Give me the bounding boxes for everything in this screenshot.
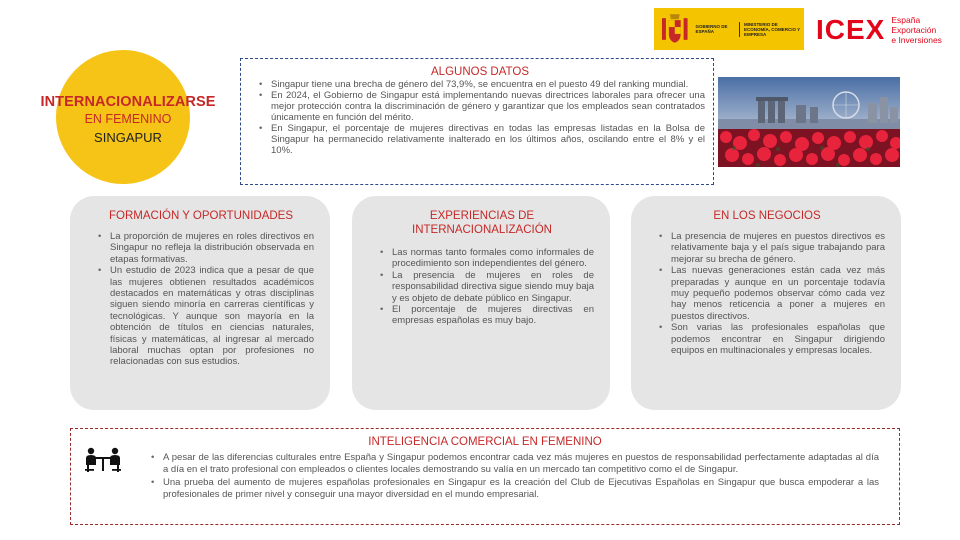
icex-tagline-3: e Inversiones bbox=[891, 35, 942, 45]
list-item: • Las nuevas generaciones están cada vez más preparadas y aunque en un porcentaje todavía muy pequeño podemos observar cómo cada vez hay menos reticencia a poner a mujeres en puestos directivos. bbox=[671, 265, 885, 322]
experiencias-title-line2: INTERNACIONALIZACIÓN bbox=[412, 224, 552, 236]
formacion-card bbox=[70, 196, 330, 410]
algunos-datos-list bbox=[255, 79, 705, 156]
formacion-title: FORMACIÓN Y OPORTUNIDADES bbox=[108, 210, 294, 222]
list-item: • Las normas tanto formales como informales de procedimiento son independientes del género. bbox=[392, 247, 594, 270]
gobierno-logo bbox=[654, 8, 804, 50]
inteligencia-title: INTELIGENCIA COMERCIAL EN FEMENINO bbox=[368, 436, 602, 448]
negocios-title: EN LOS NEGOCIOS bbox=[713, 210, 821, 222]
header-logos bbox=[654, 8, 954, 52]
list-item: • El porcentaje de mujeres directivas en empresas españolas es muy bajo. bbox=[392, 304, 594, 327]
experiencias-title-line1: EXPERIENCIAS DE bbox=[429, 210, 535, 222]
negocios-card bbox=[631, 196, 901, 410]
meeting-people-icon bbox=[83, 445, 123, 473]
page-title bbox=[28, 94, 228, 145]
title-sub: EN FEMENINO bbox=[84, 112, 172, 126]
list-item: • Singapur tiene una brecha de género del 73,9%, se encuentra en el puesto 49 del ranking mundial. bbox=[271, 79, 705, 90]
algunos-datos-title: ALGUNOS DATOS bbox=[431, 66, 529, 78]
icex-tagline bbox=[891, 15, 942, 45]
list-item: • En Singapur, el porcentaje de mujeres directivas en todas las empresas listadas en la Bolsa de Singapur ha permanecido relativamente inalterado en los últimos años, oscilando entre el 8% y el 10%. bbox=[271, 123, 705, 156]
formacion-list bbox=[88, 231, 314, 368]
inteligencia-list bbox=[83, 452, 887, 500]
list-item: • En 2024, el Gobierno de Singapur está implementando nuevas directrices laborales para ofrecer una mejor protección contra la discriminación de género y garantizar que los empleados sean contratados únicamente en función del mérito. bbox=[271, 90, 705, 123]
gobierno-text: GOBIERNO DE ESPAÑA bbox=[695, 24, 728, 34]
negocios-list bbox=[649, 231, 885, 356]
list-item: • Un estudio de 2023 indica que a pesar de que las mujeres obtienen resultados académicos destacados en matemáticas y otras disciplinas siguen siendo minoría en carreras científicas y tecnológicas. Y aunque son mayoría en la obtención de títulos en ciencias naturales, físicas y matemáticas, al ingresar al mercado laboral muchas optan por profesiones no relacionadas con sus estudios. bbox=[110, 265, 314, 368]
icex-logo bbox=[816, 12, 942, 48]
experiencias-card bbox=[352, 196, 610, 410]
experiencias-list bbox=[370, 247, 594, 327]
list-item: • A pesar de las diferencias culturales entre España y Singapur podemos encontrar cada vez más mujeres en puestos de responsabilidad perfectamente adaptadas al día a día en el trato profesional con empleados o clientes locales demostrando su valía en un mercado tan competitivo como el de Singapur. bbox=[163, 452, 879, 475]
icex-tagline-1: España bbox=[891, 15, 921, 25]
experiencias-title bbox=[370, 209, 594, 237]
ministry-text: MINISTERIO DE ECONOMÍA, COMERCIO Y EMPRESA bbox=[739, 22, 804, 37]
algunos-datos-box bbox=[240, 58, 714, 185]
singapore-skyline-image bbox=[718, 77, 900, 167]
country-name: SINGAPUR bbox=[94, 130, 162, 145]
title-main: INTERNACIONALIZARSE bbox=[40, 94, 216, 110]
inteligencia-box bbox=[70, 428, 900, 525]
spain-crest-icon bbox=[660, 12, 690, 46]
list-item: • Una prueba del aumento de mujeres españolas profesionales en Singapur es la creación del Club de Ejecutivas Españolas en Singapur que busca empoderar a las profesionales de primer nivel y conseguir una mayor diversidad en el mundo empresarial. bbox=[163, 477, 879, 500]
list-item: • La presencia de mujeres en puestos directivos es relativamente baja y el país sigue trabajando para mejorar su brecha de género. bbox=[671, 231, 885, 265]
icex-tagline-2: Exportación bbox=[891, 25, 937, 35]
list-item: • Son varias las profesionales españolas que podemos encontrar en Singapur dirigiendo equipos en multinacionales y empresas locales. bbox=[671, 322, 885, 356]
icex-wordmark: ICEX bbox=[816, 14, 886, 45]
list-item: • La presencia de mujeres en roles de responsabilidad directiva sigue siendo muy baja y es objeto de debate público en Singapur. bbox=[392, 270, 594, 304]
list-item: • La proporción de mujeres en roles directivos en Singapur no refleja la distribución observada en etapas formativas. bbox=[110, 231, 314, 265]
